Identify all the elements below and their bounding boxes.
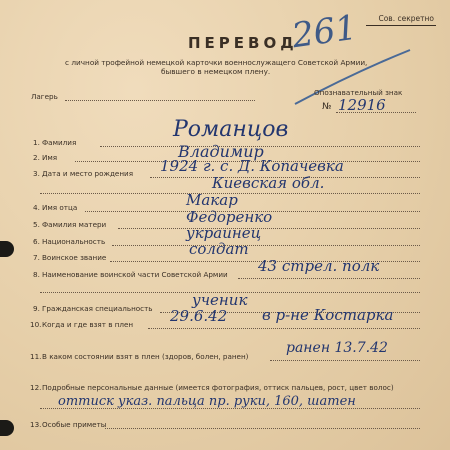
unit-label: Наименование воинской части Советской Армии — [42, 270, 228, 279]
surname-label: Фамилия — [42, 138, 77, 147]
condition-line — [270, 360, 420, 361]
father-name-label: Имя отца — [42, 203, 78, 212]
unit-value: 43 стрел. полк — [258, 257, 380, 275]
special-marks-line — [105, 428, 420, 429]
father-name-value: Макар — [186, 191, 238, 209]
field-number: 12. — [30, 383, 42, 392]
field-number: 11. — [30, 352, 42, 361]
birth-value-2: Киевская обл. — [212, 174, 325, 192]
field-number: 10. — [30, 320, 42, 329]
subtitle-line-2: бывшего в немецком плену. — [161, 67, 271, 76]
personal-data-label: Подробные персональные данные (имеется фотография, оттиск пальцев, рост, цвет волос) — [42, 383, 394, 392]
nationality-line — [112, 245, 420, 246]
field-number: 2. — [33, 153, 40, 162]
id-line — [336, 112, 416, 113]
surname-value: Романцов — [173, 117, 289, 142]
field-number: 7. — [33, 253, 40, 262]
mother-surname-label: Фамилия матери — [42, 220, 107, 229]
birth-label: Дата и место рождения — [42, 169, 134, 178]
nationality-label: Национальность — [42, 237, 106, 246]
field-number: 4. — [33, 203, 40, 212]
id-prefix: № — [322, 102, 332, 112]
special-marks-label: Особые приметы — [42, 420, 107, 429]
first-name-label: Имя — [42, 153, 58, 162]
capture-label: Когда и где взят в плен — [42, 320, 134, 329]
rank-value: солдат — [189, 240, 249, 258]
handwritten-file-number: 261 — [289, 7, 360, 57]
civil-specialty-value: ученик — [192, 291, 248, 309]
classification-label: Сов. секретно — [378, 14, 434, 23]
capture-date-value: 29.6.42 — [170, 307, 228, 325]
field-number: 5. — [33, 220, 40, 229]
classification-underline — [366, 25, 436, 26]
document-title: ПЕРЕВОД — [188, 34, 298, 52]
civil-specialty-label: Гражданская специальность — [42, 304, 153, 313]
field-number: 1. — [33, 138, 40, 147]
unit-line — [238, 278, 420, 279]
camp-label: Лагерь — [31, 92, 58, 101]
id-value: 12916 — [338, 96, 386, 114]
field-number: 13. — [30, 420, 42, 429]
condition-value: ранен 13.7.42 — [286, 340, 388, 356]
field-number: 9. — [33, 304, 40, 313]
birth-value: 1924 г. с. Д. Копачевка — [160, 157, 344, 175]
nationality-value: украинец — [186, 224, 262, 242]
capture-place-value: в р-не Костарка — [262, 306, 394, 324]
camp-line — [65, 100, 255, 101]
first-name-value: Владимир — [178, 142, 264, 161]
mother-surname-line — [118, 228, 420, 229]
field-number: 6. — [33, 237, 40, 246]
mother-surname-value: Федоренко — [186, 208, 273, 226]
capture-line — [148, 328, 420, 329]
field-number: 3. — [33, 169, 40, 178]
personal-data-value: оттиск указ. пальца пр. руки, 160, шатен — [58, 394, 356, 409]
field-number: 8. — [33, 270, 40, 279]
condition-label: В каком состоянии взят в плен (здоров, болен, ранен) — [42, 352, 249, 361]
subtitle-line-1: с личной трофейной немецкой карточки военнослужащего Советской Армии, — [65, 58, 368, 67]
rank-label: Воинское звание — [42, 253, 107, 262]
id-label: Опознавательный знак — [314, 88, 403, 97]
